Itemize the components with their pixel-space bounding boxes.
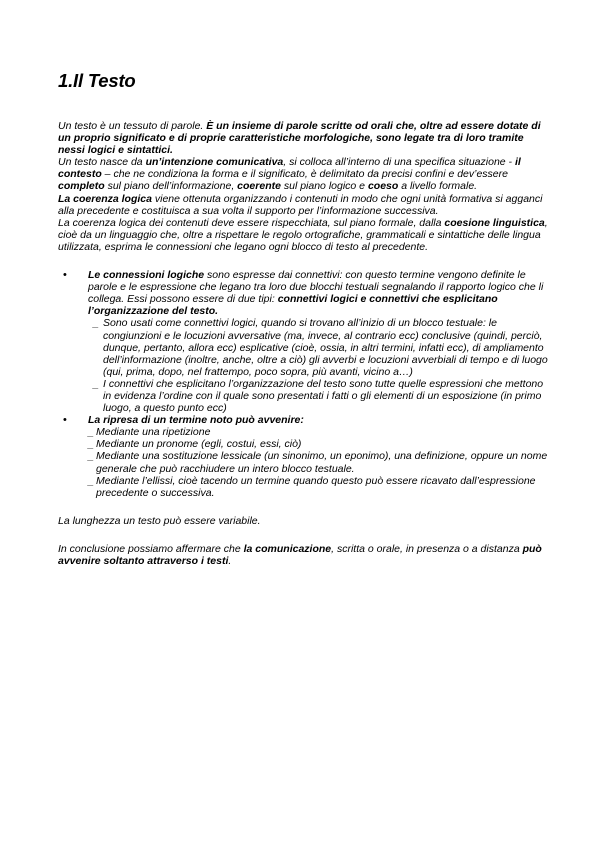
document-body (58, 120, 548, 567)
bold-term: il contesto (58, 156, 521, 181)
intro-paragraph-3 (58, 193, 548, 217)
intro-paragraph-2 (58, 156, 548, 192)
sub-item (88, 450, 548, 474)
text: , si colloca all’interno di una specifica situazione - (283, 156, 515, 169)
sub-item (88, 475, 548, 499)
intro-paragraph-1 (58, 120, 548, 156)
dash-icon: _ (88, 438, 94, 451)
bullet-item-ripresa (63, 414, 548, 499)
bold-term: connettivi logici e connettivi che esplicitano l’organizzazione del testo. (88, 293, 498, 318)
dash-icon: _ (93, 377, 99, 390)
bold-term: La ripresa di un termine noto può avvenire: (88, 414, 304, 427)
text: In conclusione possiamo affermare che (58, 542, 244, 555)
dash-icon: _ (88, 450, 94, 463)
page-title: 1.Il Testo (58, 70, 136, 91)
text: viene ottenuta organizzando i contenuti in modo che ogni unità formativa si agganci alla precedente e costituisca a sua volta il supporto per l’informazione successiva. (58, 192, 543, 217)
bullet-icon: • (63, 414, 67, 427)
dash-icon: _ (88, 474, 94, 487)
spacer (58, 499, 548, 515)
sub-item-text: Mediante una sostituzione lessicale (un sinonimo, un eponimo), una definizione, oppure un nome generale che può racchiudere un intero blocco testuale. (96, 450, 548, 475)
bold-term: completo (58, 180, 105, 193)
sub-item-text: Mediante l’ellissi, cioè tacendo un termine quando questo può essere ricavato dall’espressione precedente o successiva. (96, 474, 536, 499)
sub-item-text: Mediante un pronome (egli, costui, essi, ciò) (96, 438, 302, 451)
bullet-text (88, 414, 548, 426)
text: sono espresse dai connettivi: con questo termine vengono definite le parole e le espressione che legano tra loro due blocchi testuali segnalando il rapporto logico che li collega. Essi possono essere di due tipi: (88, 269, 544, 306)
bold-term: coerente (237, 180, 281, 193)
sub-item-text: I connettivi che esplicitano l’organizzazione del testo sono tutte quelle espressioni che mettono in evidenza l’ordine con il quale sono presentati i fatti o gli elementi di un esposizione (in primo luogo, a questo punto ecc) (103, 377, 544, 415)
closing-paragraph-2 (58, 543, 548, 567)
bold-term: coeso (367, 180, 399, 193)
intro-definition: È un insieme di parole scritte od orali che, oltre ad essere dotate di un proprio significato e di proprie caratteristiche morfologiche, sono legate tra di loro tramite nessi logici e sintattici. (58, 120, 541, 157)
bold-term: un’intenzione comunicativa (145, 156, 284, 169)
bold-term: Le connessioni logiche (88, 269, 205, 282)
sub-item (88, 438, 548, 450)
dash-icon: _ (88, 426, 94, 439)
bold-term: coesione linguistica (444, 216, 545, 229)
bold-term: La coerenza logica (58, 192, 152, 205)
text: , scritta o orale, in presenza o a distanza (331, 542, 523, 555)
text: a livello formale. (398, 180, 478, 193)
text: , cioè da un linguaggio che, oltre a rispettare le regolo ortografiche, grammaticali e sintattiche delle lingua utilizzata, esprima le connessioni che legano ogni blocco di testo al precedente. (58, 216, 548, 253)
bullet-icon: • (63, 269, 67, 282)
bold-term: può avvenire soltanto attraverso i testi (58, 542, 542, 567)
text: Un testo nasce da (58, 156, 146, 169)
text: La coerenza logica dei contenuti deve essere rispecchiata, sul piano formale, dalla (58, 216, 445, 229)
spacer (58, 253, 548, 269)
bold-term: la comunicazione (243, 542, 332, 555)
text: – che ne condiziona la forma e il significato, è delimitato da precisi confini e dev’essere (101, 168, 508, 181)
text: sul piano logico e (280, 180, 368, 193)
bullet-item-connessioni (63, 269, 548, 415)
sub-item (95, 317, 548, 377)
intro-text: Un testo è un tessuto di parole. (58, 120, 207, 132)
spacer (58, 527, 548, 543)
text: sul piano dell’informazione, (104, 180, 238, 193)
sub-item-text: Mediante una ripetizione (96, 426, 211, 439)
intro-paragraph-4 (58, 217, 548, 253)
bullet-text (88, 269, 548, 317)
dash-icon: _ (93, 317, 99, 330)
sub-item-text: Sono usati come connettivi logici, quando si trovano all’inizio di un blocco testuale: le congiunzioni e le locuzioni avversative (ma, invece, al contrario ecc) conclusive (quindi, perciò, dunque, pertanto, allora ecc) esplicative (cioè, ossia, in altri termini, infatti ecc), di ampliamento dell’informazione (inoltre, anche, oltre a ciò) gli avverbi e locuzioni avverbiali di tempo e di luogo (qui, prima, dopo, nel frattempo, poco sopra, più avanti, vicino a…) (103, 317, 548, 378)
sub-item (88, 426, 548, 438)
closing-paragraph-1: La lunghezza un testo può essere variabile. (58, 514, 261, 527)
text: . (228, 555, 232, 567)
sub-item (95, 378, 548, 414)
